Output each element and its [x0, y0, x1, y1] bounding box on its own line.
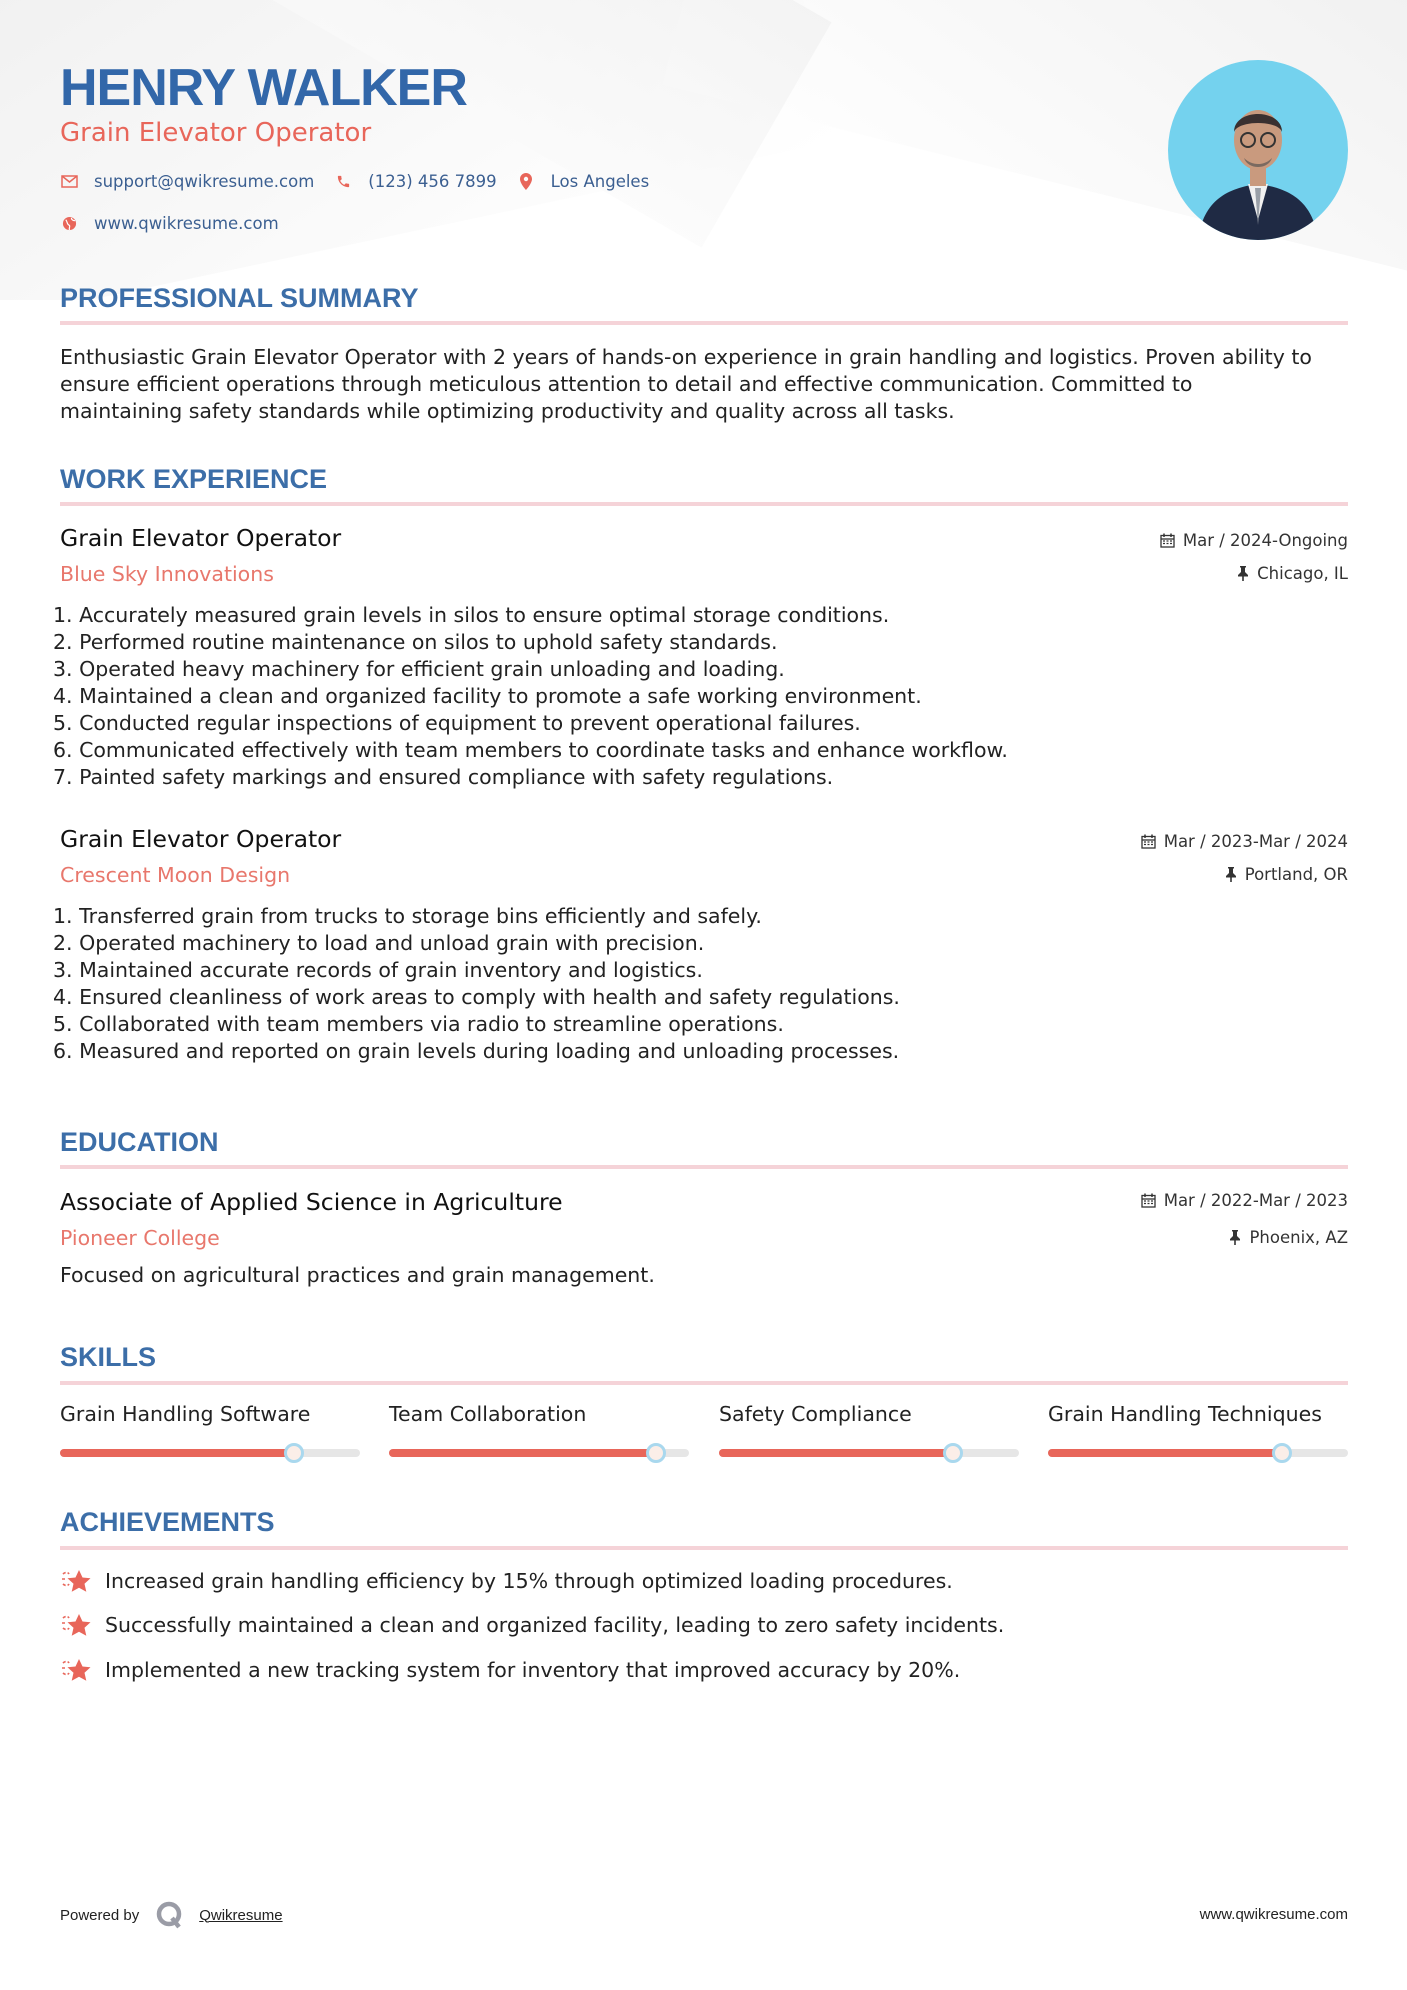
skill-bar-knob: [1272, 1443, 1292, 1463]
star-icon: [60, 1657, 92, 1683]
achievement-text: Increased grain handling efficiency by 15% through optimized loading procedures.: [105, 1569, 953, 1593]
skill-bar-fill: [389, 1449, 656, 1457]
contact-row-web: [60, 214, 299, 233]
achievement-text: Implemented a new tracking system for inventory that improved accuracy by 20%.: [105, 1658, 961, 1682]
skill-bar: [1048, 1449, 1348, 1457]
skill-bar: [389, 1449, 689, 1457]
calendar-icon: [1160, 533, 1175, 548]
degree-title: Associate of Applied Science in Agriculture: [60, 1188, 563, 1216]
list-item: 6. Measured and reported on grain levels during loading and unloading processes.: [53, 1039, 900, 1063]
list-item: 7. Painted safety markings and ensured compliance with safety regulations.: [53, 765, 834, 789]
skill-item: [389, 1402, 689, 1426]
skill-label: Team Collaboration: [389, 1402, 587, 1426]
section-heading-summary: PROFESSIONAL SUMMARY: [60, 283, 419, 313]
star-icon: [60, 1568, 92, 1594]
dates-text: Mar / 2023-Mar / 2024: [1163, 832, 1348, 851]
job-responsibilities: [53, 602, 1008, 791]
education-description: Focused on agricultural practices and grain management.: [60, 1263, 655, 1287]
education-dates: [1141, 1191, 1348, 1210]
summary-line: Enthusiastic Grain Elevator Operator with 2 years of hands-on experience in grain handling and logistics. Proven ability to: [60, 345, 1312, 369]
map-pin-icon: [517, 173, 535, 191]
skill-bar: [719, 1449, 1019, 1457]
section-heading-achievements: ACHIEVEMENTS: [60, 1507, 275, 1537]
section-divider: [60, 1381, 1348, 1385]
email-text: support@qwikresume.com: [94, 172, 315, 191]
website-text: www.qwikresume.com: [94, 214, 279, 233]
pushpin-icon: [1225, 867, 1237, 882]
envelope-icon: [60, 173, 78, 191]
section-divider: [60, 321, 1348, 325]
list-item: 1. Accurately measured grain levels in silos to ensure optimal storage conditions.: [53, 603, 890, 627]
powered-by-label: Powered by: [60, 1906, 140, 1924]
location-text: Phoenix, AZ: [1249, 1228, 1348, 1247]
achievement-text: Successfully maintained a clean and organized facility, leading to zero safety incidents.: [105, 1613, 1005, 1637]
skill-bar-knob: [284, 1443, 304, 1463]
list-item: 2. Operated machinery to load and unload grain with precision.: [53, 931, 705, 955]
list-item: 3. Maintained accurate records of grain inventory and logistics.: [53, 958, 703, 982]
list-item: 2. Performed routine maintenance on silos to uphold safety standards.: [53, 630, 778, 654]
job-location: [1225, 865, 1348, 884]
skill-item: [60, 1402, 360, 1426]
section-heading-experience: WORK EXPERIENCE: [60, 464, 328, 494]
job-title: Grain Elevator Operator: [60, 524, 342, 552]
list-item: 5. Conducted regular inspections of equipment to prevent operational failures.: [53, 711, 861, 735]
section-heading-skills: SKILLS: [60, 1342, 157, 1372]
job-location: [1237, 564, 1348, 583]
summary-line: ensure efficient operations through meticulous attention to detail and effective communication. Committed to: [60, 372, 1193, 396]
list-item: 3. Operated heavy machinery for efficient grain unloading and loading.: [53, 657, 785, 681]
location-text: Portland, OR: [1244, 865, 1348, 884]
skill-bar-knob: [943, 1443, 963, 1463]
skill-item: [719, 1402, 1019, 1426]
company-name: Crescent Moon Design: [60, 863, 291, 887]
location-text: Chicago, IL: [1257, 564, 1348, 583]
contact-location: [517, 172, 650, 191]
job-dates: [1141, 832, 1348, 851]
calendar-icon: [1141, 1193, 1156, 1208]
dates-text: Mar / 2024-Ongoing: [1182, 531, 1348, 550]
contact-row: [60, 172, 669, 191]
skill-label: Safety Compliance: [719, 1402, 912, 1426]
qwikresume-link[interactable]: Qwikresume: [199, 1906, 283, 1924]
job-responsibilities: [53, 903, 900, 1065]
star-icon: [60, 1612, 92, 1638]
achievement-item: [60, 1568, 953, 1594]
skill-bar-knob: [646, 1443, 666, 1463]
phone-icon: [334, 173, 352, 191]
skill-label: Grain Handling Software: [60, 1402, 311, 1426]
skill-bar-fill: [60, 1449, 294, 1457]
skill-bar-fill: [719, 1449, 953, 1457]
globe-icon: [60, 215, 78, 233]
contact-email[interactable]: [60, 172, 314, 191]
pushpin-icon: [1229, 1230, 1241, 1245]
achievement-item: [60, 1612, 1004, 1638]
company-name: Blue Sky Innovations: [60, 562, 274, 586]
section-divider: [60, 1165, 1348, 1169]
skill-bar-fill: [1048, 1449, 1282, 1457]
contact-website[interactable]: [60, 214, 279, 233]
job-title: Grain Elevator Operator: [60, 825, 342, 853]
phone-text: (123) 456 7899: [368, 172, 497, 191]
achievement-item: [60, 1657, 960, 1683]
candidate-title: Grain Elevator Operator: [60, 118, 372, 148]
school-name: Pioneer College: [60, 1226, 220, 1250]
list-item: 6. Communicated effectively with team members to coordinate tasks and enhance workflow.: [53, 738, 1008, 762]
qwikresume-logo-icon: [155, 1900, 185, 1930]
skill-label: Grain Handling Techniques: [1048, 1402, 1322, 1426]
list-item: 4. Ensured cleanliness of work areas to comply with health and safety regulations.: [53, 985, 900, 1009]
profile-photo: [1168, 60, 1348, 240]
section-divider: [60, 1546, 1348, 1550]
contact-phone[interactable]: [334, 172, 496, 191]
job-dates: [1160, 531, 1348, 550]
section-divider: [60, 502, 1348, 506]
skill-item: [1048, 1402, 1348, 1426]
footer-powered-by: [60, 1900, 283, 1930]
summary-line: maintaining safety standards while optimizing productivity and quality across all tasks.: [60, 399, 955, 423]
list-item: 1. Transferred grain from trucks to storage bins efficiently and safely.: [53, 904, 762, 928]
location-text: Los Angeles: [550, 172, 650, 191]
skill-bar: [60, 1449, 360, 1457]
dates-text: Mar / 2022-Mar / 2023: [1163, 1191, 1348, 1210]
calendar-icon: [1141, 834, 1156, 849]
list-item: 5. Collaborated with team members via radio to streamline operations.: [53, 1012, 784, 1036]
education-location: [1229, 1228, 1348, 1247]
summary-text: [60, 344, 1350, 425]
candidate-name: HENRY WALKER: [60, 59, 467, 117]
list-item: 4. Maintained a clean and organized facility to promote a safe working environment.: [53, 684, 922, 708]
footer-website-link[interactable]: www.qwikresume.com: [1199, 1906, 1348, 1923]
section-heading-education: EDUCATION: [60, 1127, 219, 1157]
pushpin-icon: [1237, 566, 1249, 581]
